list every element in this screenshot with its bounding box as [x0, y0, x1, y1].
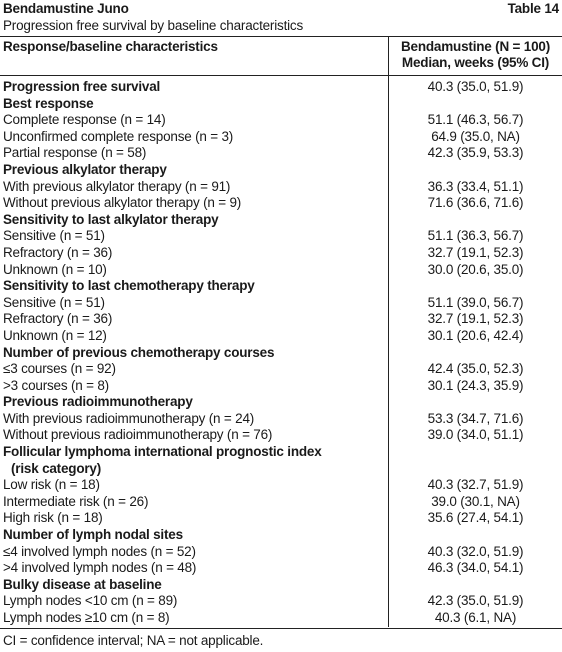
row-value: 64.9 (35.0, NA)	[431, 128, 520, 144]
section-heading: Previous radioimmunotherapy	[3, 394, 193, 410]
row-value	[389, 162, 562, 179]
row-value: 30.1 (20.6, 42.4)	[427, 327, 524, 343]
row-label: With previous radioimmunotherapy (n = 24)	[3, 410, 255, 426]
row-label: >3 courses (n = 8)	[3, 377, 109, 393]
title-bar	[3, 0, 559, 17]
row-label: High risk (n = 18)	[3, 510, 103, 526]
table-body	[0, 76, 562, 627]
row-value: 35.6 (27.4, 54.1)	[427, 510, 524, 526]
row-label: Lymph nodes <10 cm (n = 89)	[3, 593, 178, 609]
row-label: Partial response (n = 58)	[3, 145, 147, 161]
row-value: 51.1 (39.0, 56.7)	[427, 294, 524, 310]
row-label: Without previous alkylator therapy (n = 9)	[3, 195, 242, 211]
column-header-characteristics: Response/baseline characteristics	[3, 39, 218, 54]
row-value: 42.3 (35.9, 53.3)	[427, 145, 524, 161]
row-label: Low risk (n = 18)	[3, 477, 100, 493]
row-label: Unconfirmed complete response (n = 3)	[3, 128, 234, 144]
row-value: 40.3 (32.0, 51.9)	[427, 543, 524, 559]
row-value: 51.1 (46.3, 56.7)	[427, 112, 524, 128]
section-heading: Number of lymph nodal sites	[3, 527, 183, 543]
row-value: 32.7 (19.1, 52.3)	[427, 244, 524, 260]
column-header-line-2: Median, weeks (95% CI)	[401, 55, 550, 70]
row-value	[389, 345, 562, 362]
row-value: 30.0 (20.6, 35.0)	[427, 261, 524, 277]
section-heading: Progression free survival	[3, 79, 161, 94]
pfs-values-column	[388, 76, 562, 627]
section-heading: Number of previous chemotherapy courses	[3, 344, 275, 360]
table-header-block	[3, 0, 559, 34]
document-title: Bendamustine Juno	[3, 1, 129, 16]
row-label: Refractory (n = 36)	[3, 311, 113, 327]
row-value: 39.0 (34.0, 51.1)	[427, 427, 524, 443]
table-number: Table 14	[507, 1, 559, 16]
row-value	[389, 527, 562, 544]
row-value: 30.1 (24.3, 35.9)	[427, 377, 524, 393]
row-label: Unknown (n = 12)	[3, 327, 107, 343]
row-label: Without previous radioimmunotherapy (n = 76)	[3, 427, 273, 443]
section-heading: Sensitivity to last alkylator therapy	[3, 211, 219, 227]
row-value	[389, 212, 562, 229]
row-value: 71.6 (36.6, 71.6)	[427, 195, 524, 211]
section-heading: Bulky disease at baseline	[3, 576, 162, 592]
column-header-bendamustine	[388, 37, 562, 75]
row-value: 32.7 (19.1, 52.3)	[427, 311, 524, 327]
row-label: Sensitive (n = 51)	[3, 294, 105, 310]
row-value	[389, 96, 562, 113]
section-heading: Best response	[3, 95, 94, 111]
section-heading: Follicular lymphoma international prognostic index	[3, 444, 322, 460]
row-value: 51.1 (36.3, 56.7)	[427, 228, 524, 244]
row-label: Intermediate risk (n = 26)	[3, 493, 149, 509]
characteristics-column	[0, 76, 388, 627]
row-label: Sensitive (n = 51)	[3, 228, 105, 244]
row-value: 40.3 (32.7, 51.9)	[427, 477, 524, 493]
row-value	[389, 461, 562, 478]
data-table	[0, 36, 562, 627]
row-value: 36.3 (33.4, 51.1)	[427, 178, 524, 194]
row-value	[389, 577, 562, 594]
row-value: 40.3 (35.0, 51.9)	[427, 79, 524, 94]
row-value: 53.3 (34.7, 71.6)	[427, 410, 524, 426]
row-label: With previous alkylator therapy (n = 91)	[3, 178, 231, 194]
section-heading: Previous alkylator therapy	[3, 161, 167, 177]
row-label: Lymph nodes ≥10 cm (n = 8)	[3, 610, 170, 625]
row-label: ≤3 courses (n = 92)	[3, 361, 116, 377]
row-value	[389, 278, 562, 295]
row-label: Unknown (n = 10)	[3, 261, 107, 277]
row-value: 42.3 (35.0, 51.9)	[427, 593, 524, 609]
footer-rule	[0, 628, 562, 629]
row-label: Refractory (n = 36)	[3, 244, 113, 260]
row-label: ≤4 involved lymph nodes (n = 52)	[3, 543, 196, 559]
footnote: CI = confidence interval; NA = not applicable.	[3, 633, 264, 648]
column-header-line-1: Bendamustine (N = 100)	[400, 39, 551, 54]
row-label: Complete response (n = 14)	[3, 112, 166, 128]
row-label: >4 involved lymph nodes (n = 48)	[3, 560, 197, 576]
table-subtitle: Progression free survival by baseline characteristics	[3, 18, 304, 33]
row-value	[389, 394, 562, 411]
section-heading: (risk category)	[11, 460, 102, 476]
table-head	[0, 36, 562, 76]
row-value	[389, 444, 562, 461]
section-heading: Sensitivity to last chemotherapy therapy	[3, 278, 255, 294]
row-value: 39.0 (30.1, NA)	[431, 493, 520, 509]
row-value: 46.3 (34.0, 54.1)	[427, 560, 524, 576]
row-value: 40.3 (6.1, NA)	[434, 610, 517, 625]
row-value: 42.4 (35.0, 52.3)	[427, 361, 524, 377]
